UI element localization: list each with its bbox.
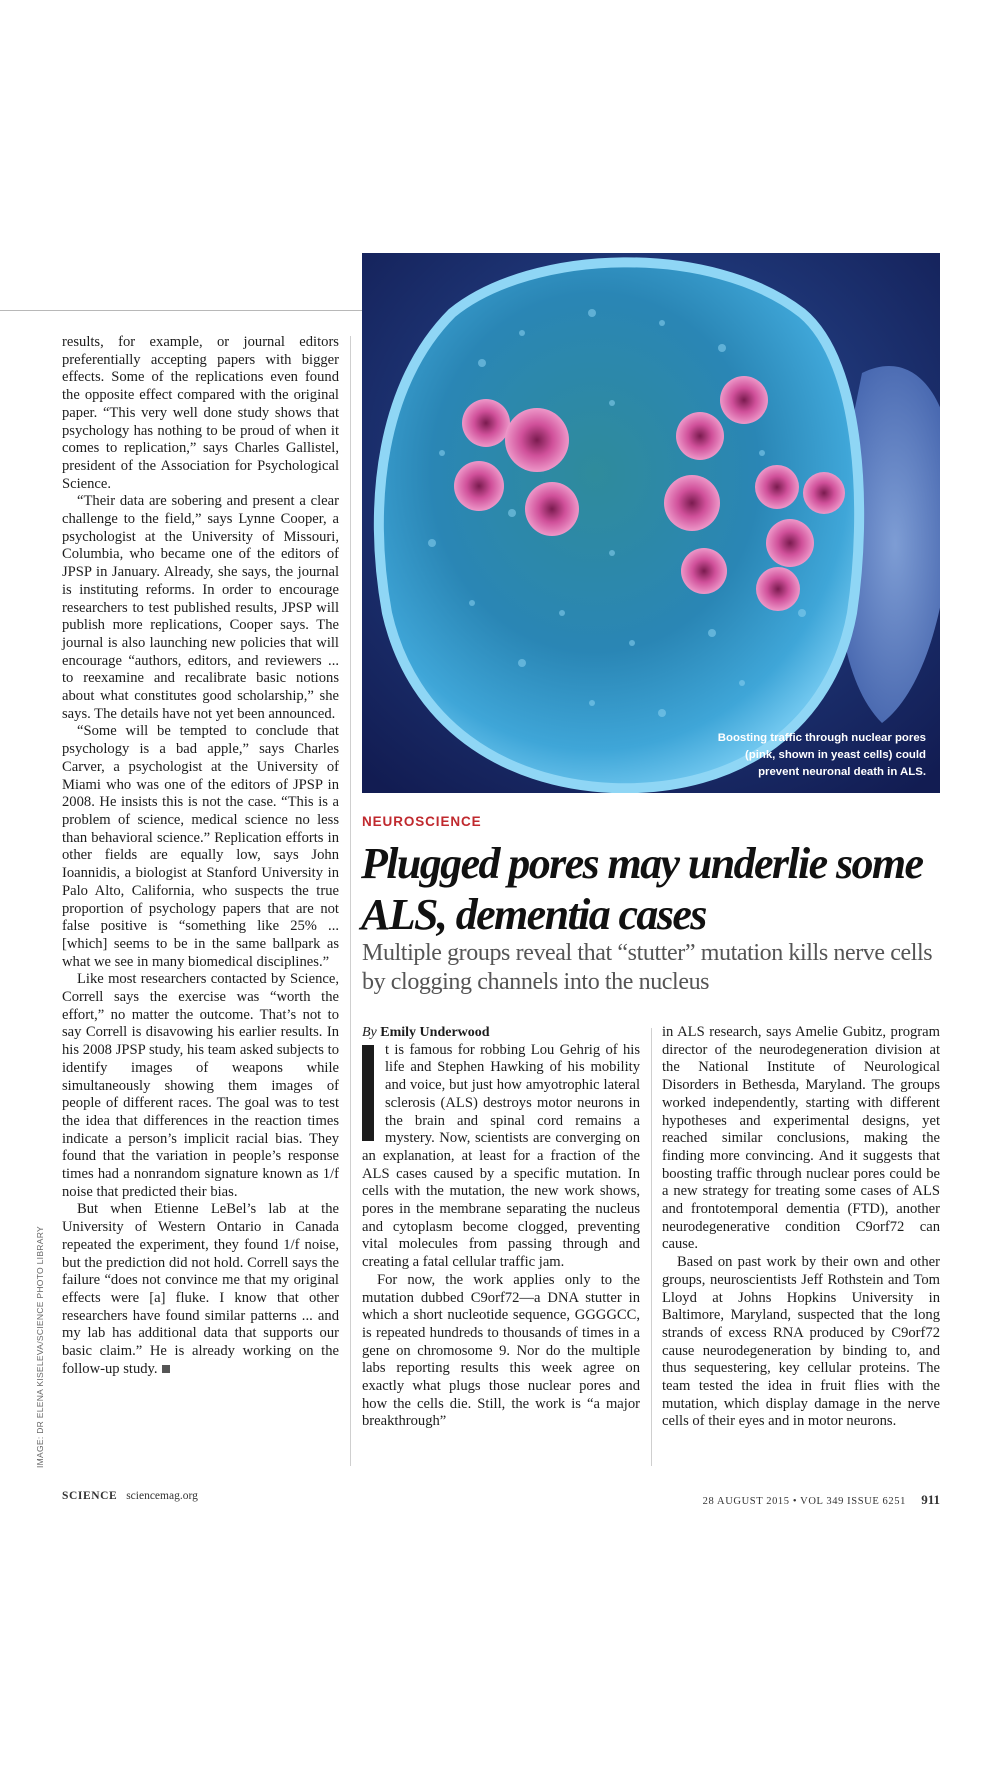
body-paragraph: t is famous for robbing Lou Gehrig of his life and Stephen Hawking of his mobility and voice, but just how amyotrophic lateral sclerosis (ALS) destroys motor neurons in the brain and spinal cord remains a mystery. Now, scientists are converging on an explanation, at least for a fraction of the ALS cases caused by a specific mutation. In cells with the mutation, the new work shows, pores in the membrane separating the nucleus and cytoplasm become clogged, preventing vital molecules from passing through and creating a fatal cellular traffic jam. [362,1041,640,1271]
top-rule [0,310,362,311]
byline [362,1024,640,1042]
previous-article-column [62,334,339,1378]
journal-url: sciencemag.org [126,1490,198,1502]
article-headline: Plugged pores may underlie some ALS, dementia cases [361,839,923,939]
paragraph-text: But when Etienne LeBel’s lab at the University of Western Ontario in Canada repeated the experiment, they found 1/f noise, but the prediction did not hold. Correll says the failure “does not convince me that my original effects were [a] fluke. I know that other researchers have found similar patterns ... and my lab has additional data that supports our basic claim.” He is already working on the follow-up study. [62,1201,339,1377]
journal-name: SCIENCE [62,1490,118,1502]
issue-info: 28 AUGUST 2015 • VOL 349 ISSUE 6251 [702,1496,906,1507]
column-divider [350,336,351,1466]
section-label: NEUROSCIENCE [362,814,482,829]
feature-image [362,253,940,793]
column-divider [651,1028,652,1466]
yeast-cell-micrograph [362,253,940,793]
body-paragraph: Based on past work by their own and other groups, neuroscientists Jeff Rothstein and Tom Lloyd at Johns Hopkins University in Baltimore, Maryland, suspected that the long strands of excess RNA produced by C9orf72 cause neurodegeneration by binding to, and thus sequestering, key cellular proteins. The team tested the idea in fruit flies with the mutation, which display damage in the nerve cells of their eyes and in motor neurons. [662,1254,940,1430]
lede-paragraph [362,1042,640,1272]
article-column-2 [662,1024,940,1431]
body-paragraph: in ALS research, says Amelie Gubitz, program director of the neurodegeneration division at the National Institute of Neurological Disorders in Bethesda, Maryland. The groups worked independently, starting with different hypotheses and experimental designs, yet reached similar conclusions, making the finding more convincing. And it suggests that boosting traffic through nuclear pores could be a new strategy for treating some cases of ALS and frontotemporal dementia (FTD), another neurodegenerative condition C9orf72 can cause. [662,1024,940,1253]
page-footer-left [62,1490,198,1502]
body-paragraph [62,1201,339,1378]
body-paragraph: Like most researchers contacted by Science, Correll says the exercise was “worth the effort,” no matter the outcome. That’s not to say Correll is disavowing his earlier results. In his 2008 JPSP study, his team asked subjects to identify images of weapons while simultaneously showing them images of people of different races. The goal was to test the idea that differences in the reaction times indicate a person’s implicit racial bias. They found that the variation in people’s response times had a nonrandom signature known as 1/f noise that predicted their bias. [62,971,339,1200]
body-paragraph: “Some will be tempted to conclude that psychology is a bad apple,” says Charles Carver, a psychologist at the University of Miami who was one of the editors of JPSP in 2008. He insists this is not the case. “This is a problem of science, medical science no less than behavioral science.” Replication efforts in other fields are equally low, says John Ioannidis, a biologist at Stanford University in Palo Alto, California, who suspects the true proportion of psychology papers that are not false positive is “something like 25% ... [which] seems to be in the same ballpark as what we see in many biomedical disciplines.” [62,723,339,970]
author-name: Emily Underwood [380,1025,490,1040]
body-paragraph: “Their data are sobering and present a clear challenge to the field,” says Lynne Cooper, a psychologist at the University of Missouri, Columbia, who became one of the editors of JPSP in January. Already, she says, the journal is instituting reforms. In order to encourage researchers to test published results, JPSP will publish more replications, Cooper says. The journal is also launching new policies that will encourage “authors, editors, and reviewers ... to reexamine and recalibrate basic notions about what constitutes good scholarship,” she says. The details have not yet been announced. [62,493,339,722]
byline-prefix: By [362,1025,377,1040]
body-paragraph: For now, the work applies only to the mutation dubbed C9orf72—a DNA stutter in which a short nucleotide sequence, GGGGCC, is repeated hundreds to thousands of times in a gene on chromosome 9. Nor do the multiple labs reporting results this week agree on exactly what plugs those nuclear pores and how the cells die. Still, the work is “a major breakthrough” [362,1271,640,1430]
end-mark-icon [162,1365,170,1373]
drop-cap [362,1045,374,1141]
article-column-1 [362,1024,640,1431]
body-paragraph: results, for example, or journal editors preferentially accepting papers with bigger effects. Some of the replications even found the opposite effect compared with the original paper. “This very well done study shows that psychology has nothing to be proud of when it comes to replication,” says Charles Gallistel, president of the Association for Psychological Science. [62,334,339,492]
article-deck: Multiple groups reveal that “stutter” mutation kills nerve cells by clogging channels into the nucleus [362,940,933,995]
page-number: 911 [921,1492,940,1507]
photo-credit: IMAGE: DR ELENA KISELEVA/SCIENCE PHOTO LIBRARY [35,1226,45,1468]
image-caption: Boosting traffic through nuclear pores (pink, shown in yeast cells) could prevent neuronal death in ALS. [717,732,926,778]
page-footer-right [703,1492,940,1508]
